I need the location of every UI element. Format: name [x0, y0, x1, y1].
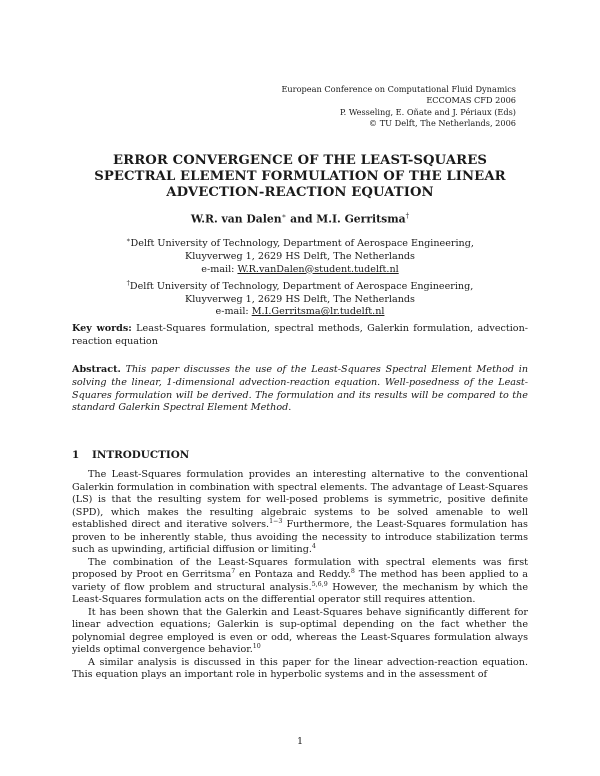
affiliation-2-address: Kluyverweg 1, 2629 HS Delft, The Netherlands: [185, 293, 415, 305]
body-text: [72, 469, 528, 682]
paper-title: [60, 153, 540, 202]
paragraph-3-text-a: It has been shown that the Galerkin and Least-Squares behave significantly different for linear advection equations; Galerkin is sup-optimal depending on the fact whether the polynomial degree employed is even or odd, whereas the Least-Squares formulation always yields optimal convergence behavior.: [72, 606, 528, 655]
keywords: [72, 323, 528, 349]
citation-4: 4: [311, 542, 316, 550]
affiliation-2-email-line: [60, 306, 540, 319]
citation-8: 8: [350, 567, 355, 575]
conference-header: [281, 84, 516, 129]
affiliation-1-email-label: e-mail:: [201, 263, 238, 275]
section-heading: [72, 449, 189, 461]
paragraph-4-text-a: A similar analysis is discussed in this paper for the linear advection-reaction equation. This equation plays an important role in hyperbolic systems and in the assessment of: [72, 656, 528, 680]
paragraph-1: [72, 469, 528, 557]
title-line-3: ADVECTION-REACTION EQUATION: [166, 185, 434, 201]
section-number: 1: [72, 449, 80, 461]
author-1-mark: ∗: [281, 212, 287, 220]
section-title: INTRODUCTION: [92, 449, 190, 461]
author-2-mark: †: [405, 212, 410, 220]
citation-5-6-9: 5,6,9: [311, 580, 328, 588]
affiliation-2-mark: †: [126, 278, 130, 287]
keywords-label: Key words:: [72, 323, 132, 334]
conference-acronym: ECCOMAS CFD 2006: [426, 95, 516, 106]
paragraph-2-text-a: The combination of the Least-Squares formulation with spectral elements was first proposed by Proot en Gerritsma: [72, 556, 528, 580]
paragraph-4: [72, 657, 528, 682]
page-number: 1: [296, 736, 304, 747]
author-list: [60, 212, 540, 226]
affiliation-2-institution: Delft University of Technology, Department of Aerospace Engineering,: [129, 280, 474, 292]
paragraph-2-text-b: en Pontaza and Reddy.: [235, 569, 351, 580]
paragraph-2: [72, 557, 528, 607]
affiliation-1-mark: ∗: [126, 236, 131, 244]
conference-copyright: © TU Delft, The Netherlands, 2006: [368, 117, 516, 128]
author-conjunction: and: [286, 212, 317, 226]
paragraph-1-text-b: Furthermore, the Least-Squares formulation has proven to be inherently stable, thus avoiding the necessity to introduce stabilization terms such as upwinding, artificial diffusion or limiting.: [72, 519, 528, 555]
affiliation-2-line-1: [60, 277, 540, 294]
affiliations: [60, 234, 540, 319]
paragraph-2-text-c: The method has been applied to a variety of flow problem and structural analysis.: [72, 569, 529, 593]
author-1: W.R. van Dalen: [190, 212, 282, 226]
affiliation-2-email-link[interactable]: M.I.Gerritsma@lr.tudelft.nl: [251, 306, 385, 318]
affiliation-1-email-link[interactable]: W.R.vanDalen@student.tudelft.nl: [237, 263, 399, 275]
keywords-text: Least-Squares formulation, spectral methods, Galerkin formulation, advection-reaction equation: [72, 323, 529, 347]
paragraph-1-text-a: The Least-Squares formulation provides an interesting alternative to the conventional Galerkin formulation in combination with spectral elements. The advantage of Least-Squares (LS) is that the resulting system for well-posed problems is symmetric, positive definite (SPD), which makes the resulting algebraic systems to be solved amenable to well established direct and iterative solvers.: [72, 469, 528, 530]
abstract-text: This paper discusses the use of the Least-Squares Spectral Element Method in solving the linear, 1-dimensional advection-reaction equation. Well-posedness of the Least-Squares formulation will be derived. The formulation and its results will be compared to the standard Galerkin Spectral Element Method.: [72, 364, 528, 414]
paragraph-2-text-d: However, the mechanism by which the Least-Squares formulation acts on the differential operator still requires attention.: [72, 581, 528, 605]
conference-editors: P. Wesseling, E. Oñate and J. Périaux (Eds): [339, 106, 516, 117]
affiliation-1-institution: Delft University of Technology, Department of Aerospace Engineering,: [130, 238, 474, 250]
abstract-label: Abstract.: [72, 364, 121, 375]
affiliation-1-line-1: [60, 234, 540, 251]
affiliation-2-email-label: e-mail:: [215, 306, 252, 318]
author-2: M.I. Gerritsma: [316, 212, 406, 226]
citation-7: 7: [231, 567, 236, 575]
citation-10: 10: [252, 642, 261, 650]
citation-1-3: 1−3: [269, 517, 283, 525]
paragraph-3: [72, 607, 528, 657]
affiliation-1-email-line: [60, 264, 540, 277]
conference-name: European Conference on Computational Fluid Dynamics: [281, 84, 516, 94]
title-line-2: SPECTRAL ELEMENT FORMULATION OF THE LINEAR: [94, 169, 506, 185]
affiliation-1-address: Kluyverweg 1, 2629 HS Delft, The Netherlands: [185, 250, 415, 262]
abstract: [72, 364, 528, 415]
title-line-1: ERROR CONVERGENCE OF THE LEAST-SQUARES: [112, 153, 487, 168]
